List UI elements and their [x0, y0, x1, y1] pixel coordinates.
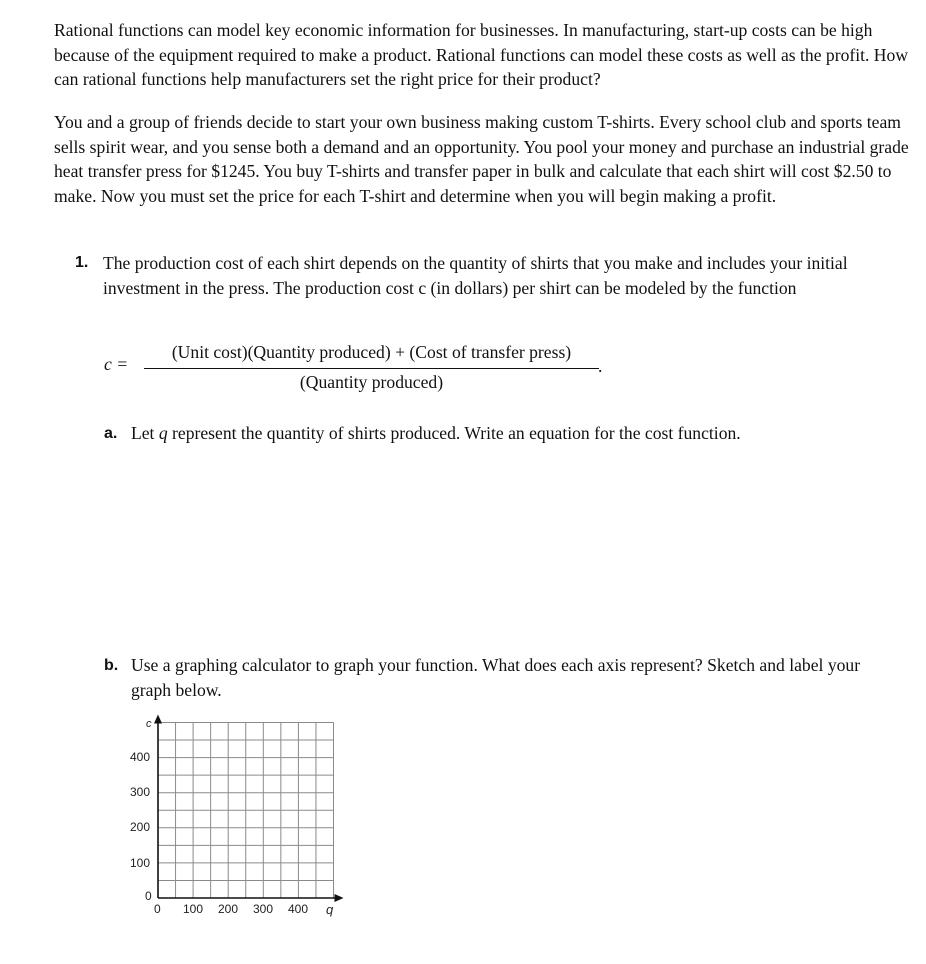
y-tick-300: 300 [130, 785, 151, 799]
y-axis-label: c [146, 718, 152, 730]
formula-period: . [598, 356, 603, 376]
question-number: 1. [75, 254, 89, 271]
x-tick-200: 200 [218, 902, 239, 916]
part-a-label: a. [104, 425, 118, 442]
x-axis-label: q [326, 902, 334, 917]
x-tick-400: 400 [288, 902, 309, 916]
y-tick-0: 0 [145, 889, 152, 903]
x-axis-arrow-icon [335, 894, 344, 902]
question-1-text: The production cost of each shirt depends on the quantity of shirts that you make and includes your initial investment in the press. The production cost c (in dollars) per shirt can be modeled by the function [103, 253, 848, 298]
part-b-label: b. [104, 657, 119, 674]
x-tick-0: 0 [154, 902, 161, 916]
y-tick-400: 400 [130, 750, 151, 764]
y-tick-100: 100 [130, 856, 151, 870]
y-axis-arrow-icon [154, 715, 162, 724]
intro-paragraph-1: Rational functions can model key economic information for businesses. In manufacturing, start-up costs can be high because of the equipment required to make a product. Rational functions can model these costs as well as the profit. How can rational functions help manufacturers set the right price for their product? [54, 20, 909, 90]
intro-paragraph-2: You and a group of friends decide to start your own business making custom T-shirts. Every school club and sports team sells spirit wear, and you sense both a demand and an opportunity. You pool your money and purchase an industrial grade heat transfer press for $1245. You buy T-shirts and transfer paper in bulk and calculate that each shirt will cost $2.50 to make. Now you must set the price for each T-shirt and determine when you will begin making a profit. [54, 112, 909, 206]
formula-lhs: c = [104, 354, 129, 374]
part-b-text: Use a graphing calculator to graph your function. What does each axis represent? Sketch and label your graph below. [131, 655, 861, 700]
y-tick-200: 200 [130, 820, 151, 834]
formula-denominator: (Quantity produced) [299, 372, 444, 392]
variable-q: q [158, 423, 168, 443]
part-a-text-1: Let [131, 423, 159, 443]
x-tick-300: 300 [253, 902, 274, 916]
formula-numerator: (Unit cost)(Quantity produced) + (Cost of transfer press) [171, 342, 572, 362]
part-a-text-2: represent the quantity of shirts produced. Write an equation for the cost function. [167, 423, 741, 443]
x-tick-100: 100 [183, 902, 204, 916]
